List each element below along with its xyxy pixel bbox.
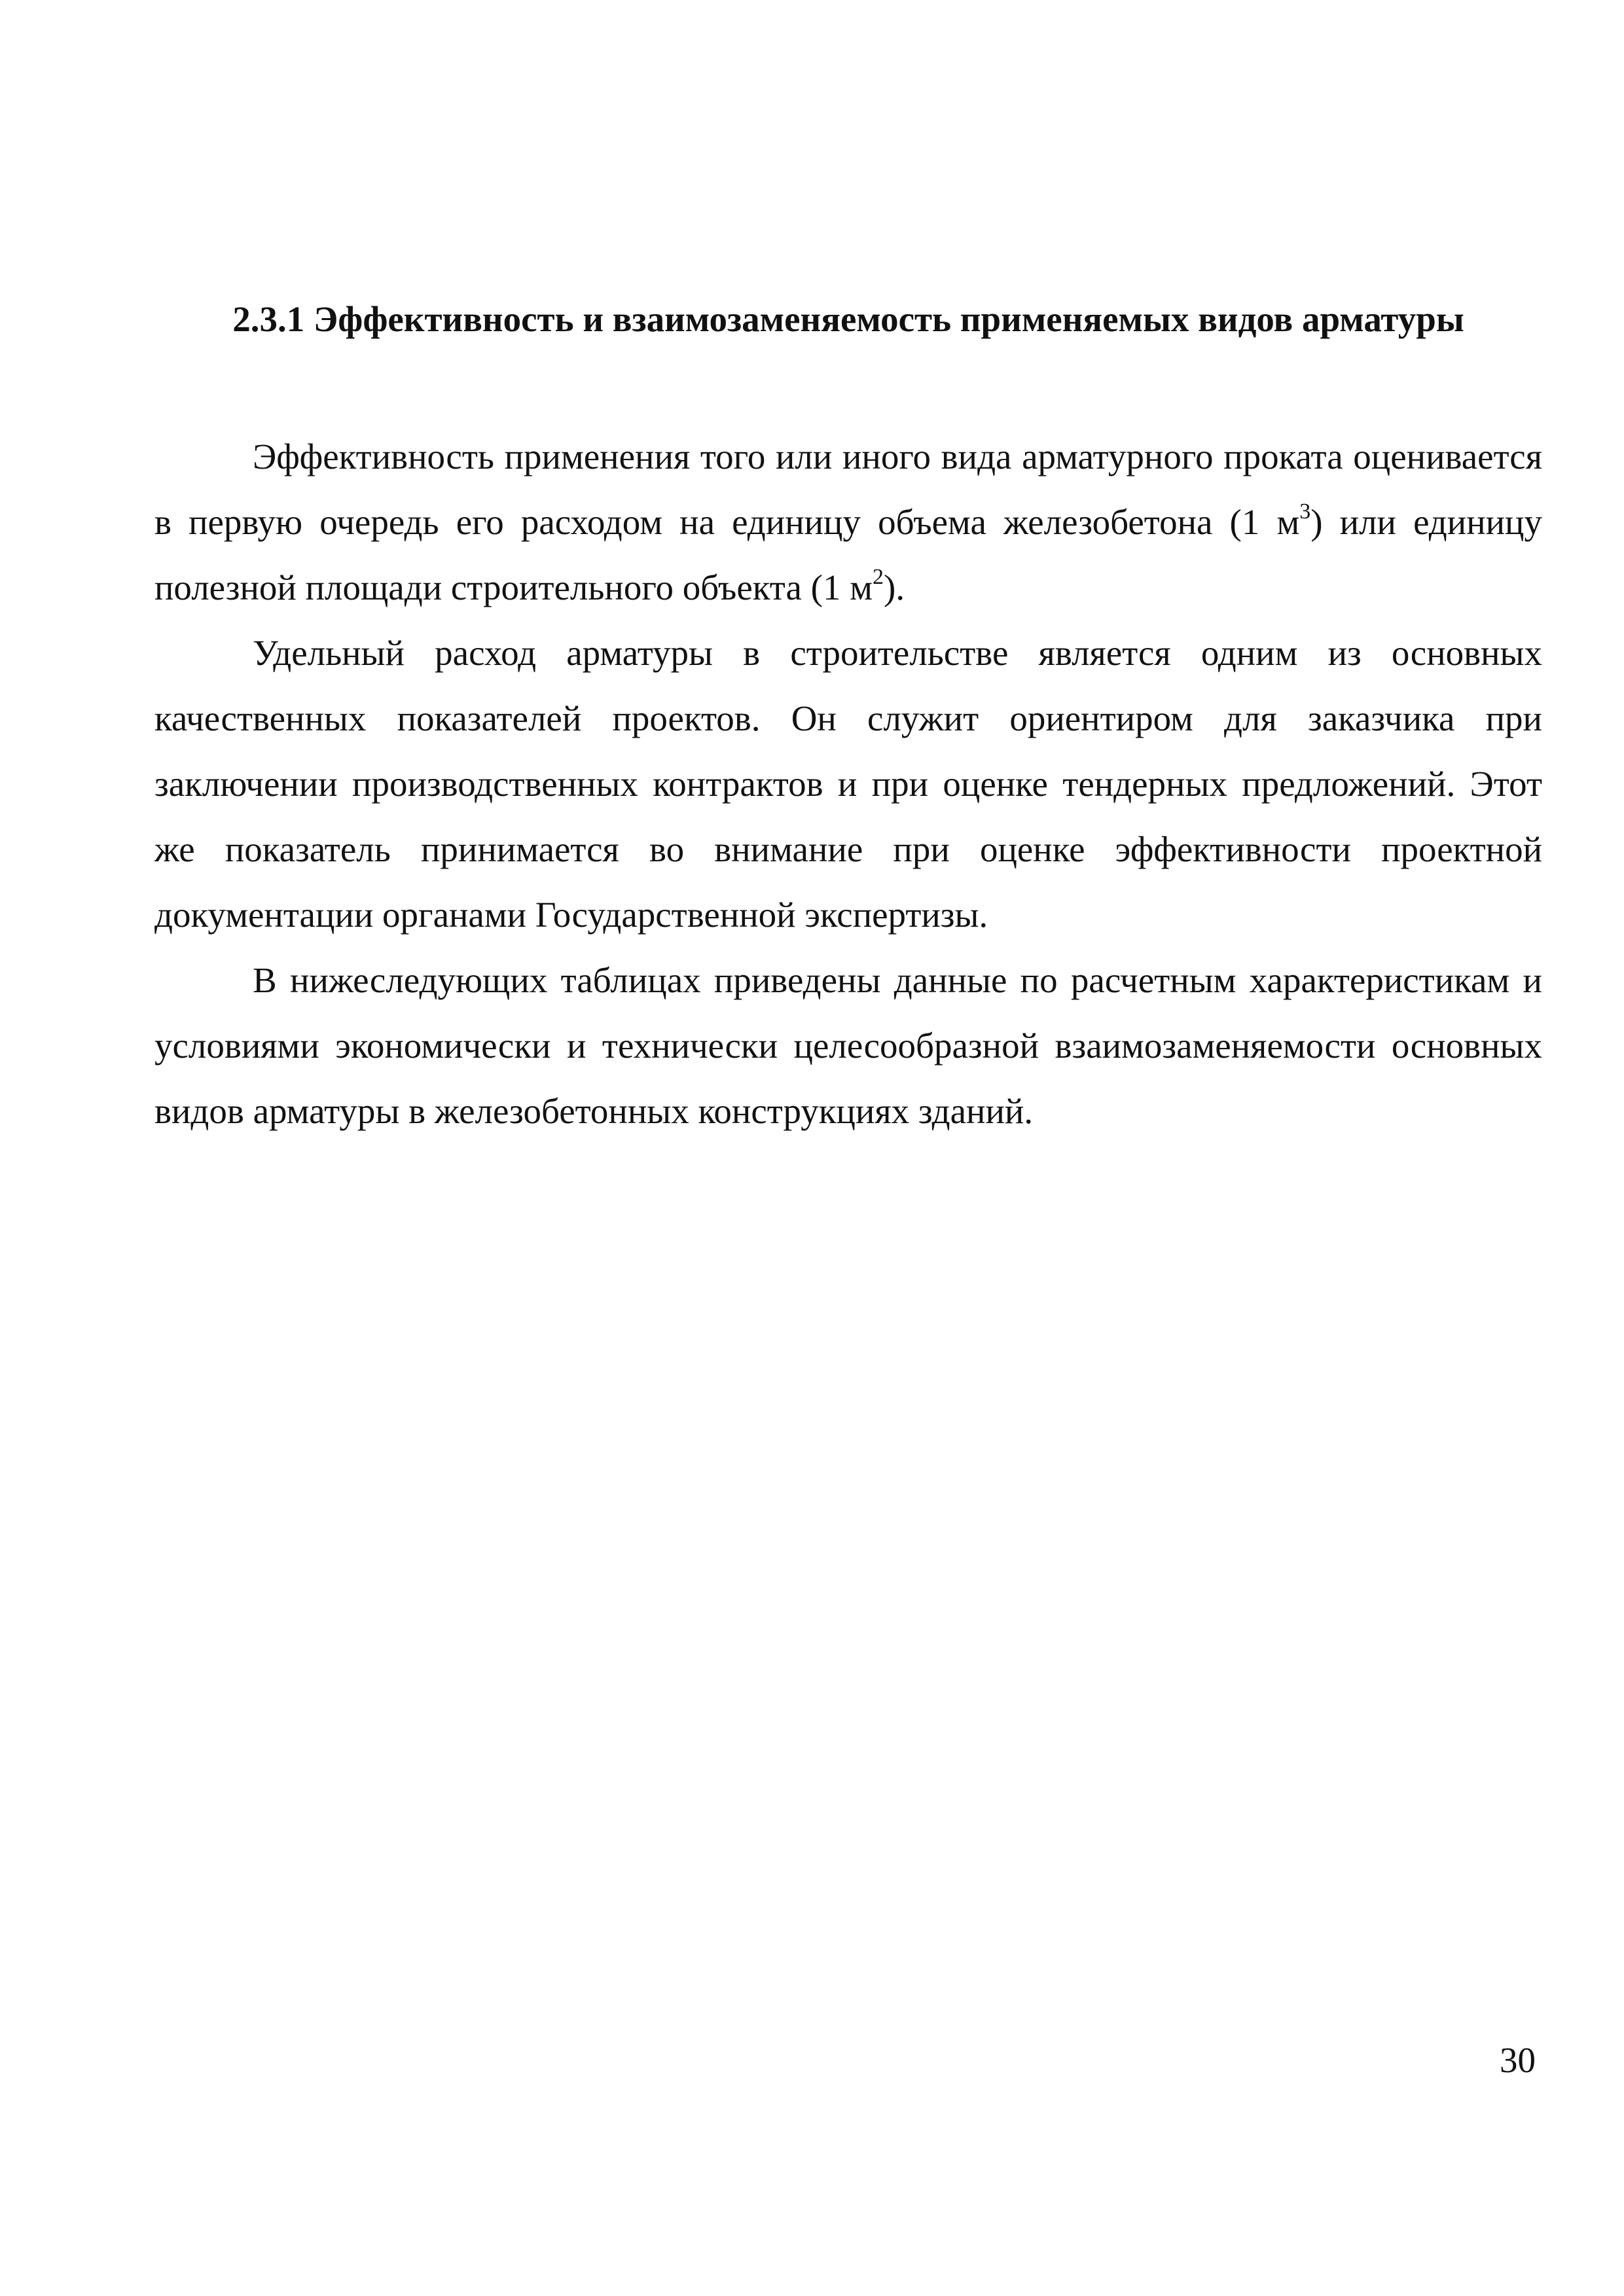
paragraph-1-text-a: Эффективность применения того или иного вида арматурного проката оценивается в первую очередь его расходом на единицу объема железобетона (1 м	[154, 437, 1542, 542]
paragraph-2: Удельный расход арматуры в строительстве является одним из основных качественных показателей проектов. Он служит ориентиром для заказчика при заключении производственных контрактов и при оценке тендерных предложений. Этот же показатель принимается во внимание при оценке эффективности проектной документации органами Государственной экспертизы.	[154, 633, 1542, 935]
body-text	[154, 424, 1542, 1144]
paragraph-1	[154, 424, 1542, 620]
paragraph-1-text-c: ).	[884, 567, 905, 607]
paragraph-3: В нижеследующих таблицах приведены данные по расчетным характеристикам и условиями экономически и технически целесообразной взаимозаменяемости основных видов арматуры в железобетонных конструкциях зданий.	[154, 960, 1542, 1131]
paragraph-1-text-b: ) или единицу полезной площади строительного объекта (1 м	[154, 502, 1542, 607]
section-heading: 2.3.1 Эффективность и взаимозаменяемость применяемых видов арматуры	[232, 299, 1464, 339]
page-number: 30	[1500, 2040, 1536, 2080]
superscript-square: 2	[873, 565, 884, 589]
superscript-cubic: 3	[1299, 499, 1311, 524]
